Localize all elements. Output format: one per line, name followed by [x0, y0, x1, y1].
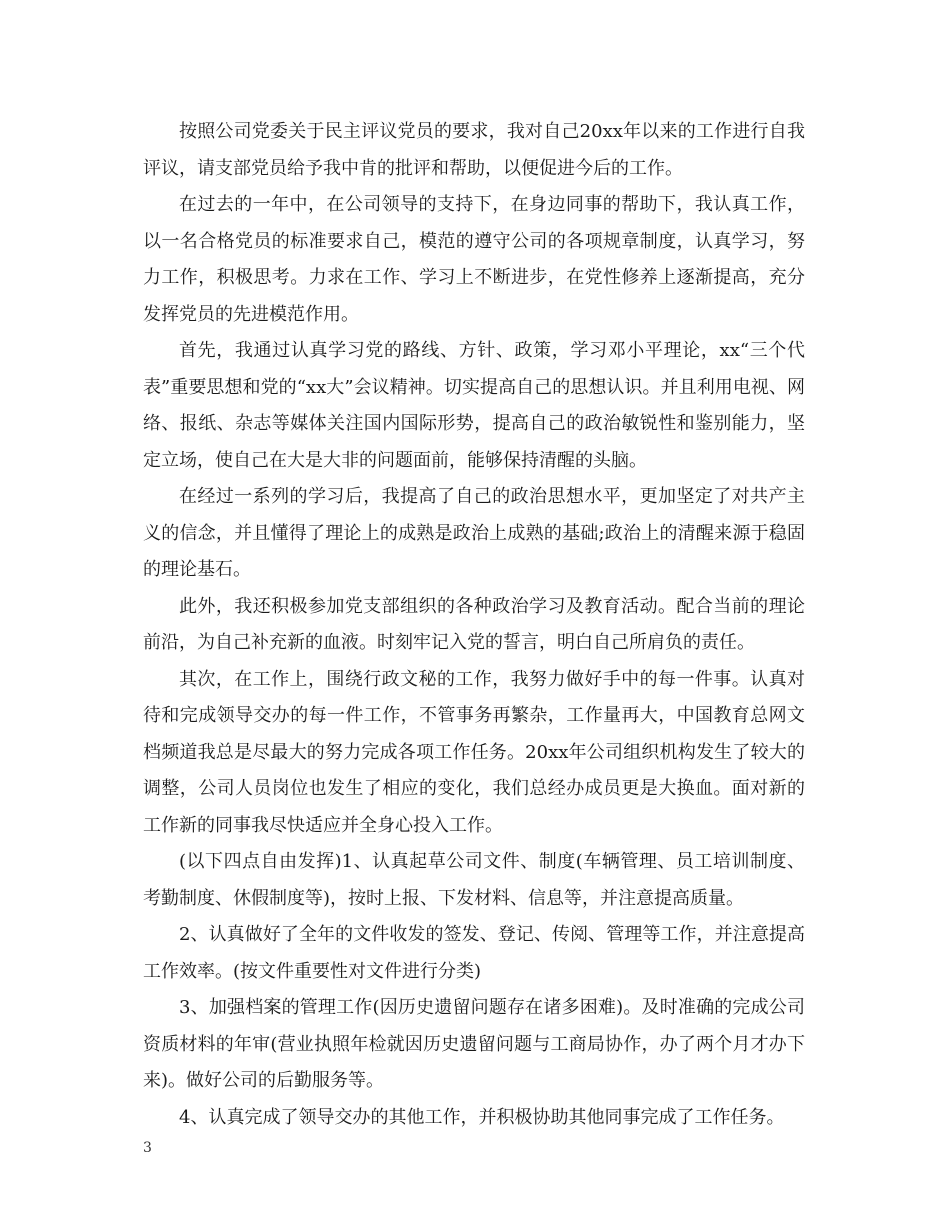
- paragraph-3: 首先，我通过认真学习党的路线、方针、政策，学习邓小平理论，xx“三个代表”重要思想和党的“xx大”会议精神。切实提高自己的思想认识。并且利用电视、网络、报纸、杂志等媒体关注国内国际形势，提高自己的政治敏锐性和鉴别能力，坚定立场，使自己在大是大非的问题面前，能够保持清醒的头脑。: [143, 340, 805, 471]
- paragraph-9: 3、加强档案的管理工作(因历史遗留问题存在诸多困难)。及时准确的完成公司资质材料的年审(营业执照年检就因历史遗留问题与工商局协作，办了两个月才办下来)。做好公司的后勤服务等。: [143, 997, 805, 1091]
- paragraph-7: (以下四点自由发挥)1、认真起草公司文件、制度(车辆管理、员工培训制度、考勤制度、休假制度等)，按时上报、下发材料、信息等，并注意提高质量。: [143, 851, 805, 909]
- paragraph-6: 其次，在工作上，围绕行政文秘的工作，我努力做好手中的每一件事。认真对待和完成领导交办的每一件工作，不管事务再繁杂，工作量再大，中国教育总网文档频道我总是尽最大的努力完成各项工作任务。20xx年公司组织机构发生了较大的调整，公司人员岗位也发生了相应的变化，我们总经办成员更是大换血。面对新的工作新的同事我尽快适应并全身心投入工作。: [143, 668, 805, 836]
- paragraph-4: 在经过一系列的学习后，我提高了自己的政治思想水平，更加坚定了对共产主义的信念，并且懂得了理论上的成熟是政治上成熟的基础;政治上的清醒来源于稳固的理论基石。: [143, 486, 805, 580]
- paragraph-10: 4、认真完成了领导交办的其他工作，并积极协助其他同事完成了工作任务。: [179, 1106, 785, 1128]
- page-number: 3: [143, 1140, 152, 1156]
- paragraph-8: 2、认真做好了全年的文件收发的签发、登记、传阅、管理等工作，并注意提高工作效率。(按文件重要性对文件进行分类): [143, 924, 805, 982]
- paragraph-1: 按照公司党委关于民主评议党员的要求，我对自己20xx年以来的工作进行自我评议，请支部党员给予我中肯的批评和帮助，以便促进今后的工作。: [143, 121, 805, 179]
- paragraph-5: 此外，我还积极参加党支部组织的各种政治学习及教育活动。配合当前的理论前沿，为自己补充新的血液。时刻牢记入党的誓言，明白自己所肩负的责任。: [143, 595, 805, 653]
- paragraph-2: 在过去的一年中，在公司领导的支持下，在身边同事的帮助下，我认真工作，以一名合格党员的标准要求自己，模范的遵守公司的各项规章制度，认真学习，努力工作，积极思考。力求在工作、学习上不断进步，在党性修养上逐渐提高，充分发挥党员的先进模范作用。: [143, 194, 805, 325]
- document-body: [143, 114, 805, 1136]
